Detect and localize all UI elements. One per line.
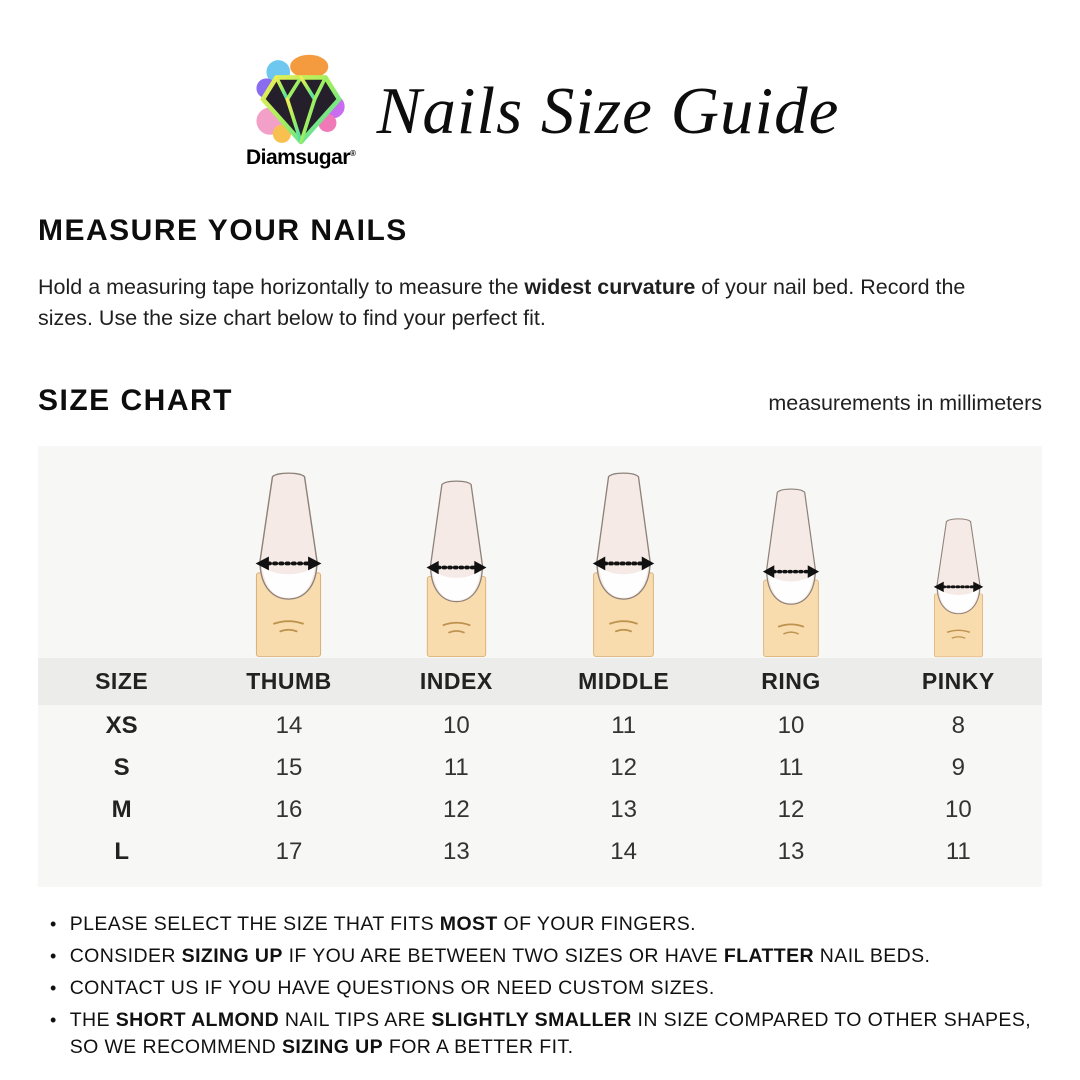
measurement-value: 9 xyxy=(951,754,965,782)
text-segment: OF YOUR FINGERS. xyxy=(497,913,696,936)
measurement-value: 10 xyxy=(442,712,470,740)
text-segment: PLEASE SELECT THE SIZE THAT FITS xyxy=(69,913,440,936)
measurement-value: 14 xyxy=(275,712,303,740)
text-segment: Hold a measuring tape horizontally to measure the xyxy=(38,275,525,299)
measurement-value: 10 xyxy=(777,712,805,740)
note-item-4 xyxy=(50,1007,1042,1061)
notes-list xyxy=(38,911,1042,1061)
measurement-value: 13 xyxy=(610,796,637,824)
column-header-middle: MIDDLE xyxy=(578,668,670,695)
bullet-dot: • xyxy=(50,978,57,999)
column-header-size: SIZE xyxy=(95,668,149,695)
note-item-1 xyxy=(50,911,1042,938)
note-item-3 xyxy=(50,975,1042,1002)
finger-cell-middle xyxy=(582,472,665,658)
measurement-value: 10 xyxy=(944,796,972,824)
size-chart-heading-row xyxy=(38,384,1042,418)
header xyxy=(38,52,1042,170)
emphasized-text: SIZING UP xyxy=(281,1036,384,1059)
finger-cell-pinky xyxy=(925,518,992,658)
finger-illustration-thumb xyxy=(244,472,333,658)
finger-illustration-pinky xyxy=(925,518,992,658)
size-label: M xyxy=(111,796,132,824)
emphasized-text: widest curvature xyxy=(524,275,696,299)
finger-cell-ring xyxy=(753,488,829,658)
measure-paragraph xyxy=(38,272,1018,334)
size-chart-heading: SIZE CHART xyxy=(38,384,233,418)
measurement-value: 11 xyxy=(778,754,804,782)
page-title: Nails Size Guide xyxy=(376,73,840,148)
measurement-value: 17 xyxy=(275,838,303,866)
brand-logo xyxy=(241,52,361,170)
note-item-2 xyxy=(50,943,1042,970)
text-segment: CONTACT US IF YOU HAVE QUESTIONS OR NEED CUSTOM SIZES. xyxy=(69,977,715,1000)
bullet-dot: • xyxy=(50,914,57,935)
measurement-value: 11 xyxy=(443,754,469,782)
finger-cell-index xyxy=(416,480,497,658)
emphasized-text: SIZING UP xyxy=(181,945,283,968)
measurement-value: 13 xyxy=(777,838,805,866)
measurement-value: 16 xyxy=(275,796,303,824)
text-segment: FOR A BETTER FIT. xyxy=(383,1036,574,1059)
emphasized-text: SLIGHTLY SMALLER xyxy=(431,1009,632,1032)
diamond-candy-logo-icon xyxy=(251,52,351,152)
emphasized-text: MOST xyxy=(439,913,498,936)
unit-note: measurements in millimeters xyxy=(768,391,1042,416)
brand-name: Diamsugar® xyxy=(245,146,356,169)
note-text xyxy=(70,911,696,938)
table-row-l xyxy=(38,831,1042,873)
table-header-row xyxy=(38,658,1042,705)
measurement-value: 12 xyxy=(777,796,805,824)
measurement-value: 11 xyxy=(611,712,637,740)
note-text xyxy=(70,1007,1042,1061)
column-header-index: INDEX xyxy=(419,668,493,695)
size-label: S xyxy=(113,754,130,782)
finger-illustration-index xyxy=(416,480,497,658)
measurement-value: 12 xyxy=(610,754,637,782)
trademark-symbol: ® xyxy=(349,149,356,158)
finger-illustration-middle xyxy=(582,472,665,658)
column-header-ring: RING xyxy=(761,668,821,695)
finger-illustrations-row xyxy=(38,446,1042,658)
column-header-thumb: THUMB xyxy=(246,668,332,695)
measure-section xyxy=(38,214,1042,334)
note-text xyxy=(70,943,931,970)
table-row-s xyxy=(38,747,1042,789)
measurement-value: 11 xyxy=(945,838,971,866)
measurement-value: 12 xyxy=(442,796,470,824)
table-body xyxy=(38,705,1042,873)
text-segment: THE xyxy=(69,1009,116,1032)
measurement-value: 13 xyxy=(442,838,470,866)
emphasized-text: FLATTER xyxy=(723,945,814,968)
measurement-value: 15 xyxy=(275,754,303,782)
size-chart-panel xyxy=(38,446,1042,887)
column-header-pinky: PINKY xyxy=(921,668,995,695)
bullet-dot: • xyxy=(50,946,57,967)
text-segment: NAIL TIPS ARE xyxy=(279,1009,432,1032)
size-label: L xyxy=(114,838,129,866)
text-segment: NAIL BEDS. xyxy=(813,945,931,968)
text-segment: of your nail bed. Record the sizes. Use the size chart below to find your perfect fit. xyxy=(38,275,966,331)
text-segment: CONSIDER xyxy=(69,945,182,968)
table-row-xs xyxy=(38,705,1042,747)
finger-illustration-ring xyxy=(753,488,829,658)
finger-cell-thumb xyxy=(244,472,333,658)
measure-heading: MEASURE YOUR NAILS xyxy=(38,214,408,247)
note-text xyxy=(70,975,715,1002)
measurement-value: 14 xyxy=(610,838,637,866)
bullet-dot: • xyxy=(50,1010,57,1031)
emphasized-text: SHORT ALMOND xyxy=(115,1009,280,1032)
table-row-m xyxy=(38,789,1042,831)
text-segment: IF YOU ARE BETWEEN TWO SIZES OR HAVE xyxy=(282,945,724,968)
size-label: XS xyxy=(105,712,138,740)
text-segment: IN SIZE COMPARED TO OTHER SHAPES, SO WE RECOMMEND xyxy=(69,1009,1032,1059)
measurement-value: 8 xyxy=(951,712,965,740)
